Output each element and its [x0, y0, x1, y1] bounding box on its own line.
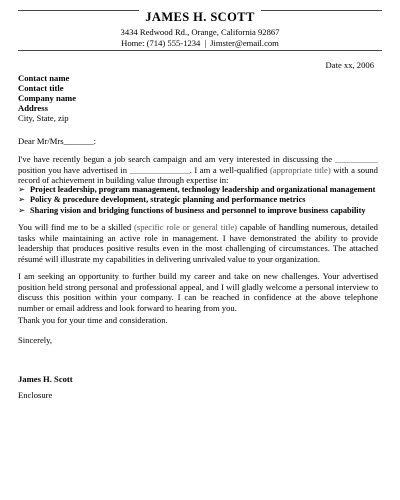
enclosure-note: Enclosure: [18, 390, 53, 400]
recipient-contact-name: Contact name: [18, 73, 70, 83]
paragraph-skills-text-a: You will find me to be a skilled: [18, 222, 134, 232]
paragraph-skills-text-b: capable of handling numerous, detailed tasks while maintaining an active role in management. I have demonstrated the ability to provide leadership that produces positive results even in the most challenging of circumstances. The attached résumé will illustrate my capabilities in delivering unrivaled value to your organization.: [18, 222, 378, 264]
applicant-name: [0, 10, 400, 25]
placeholder-specific-role: (specific role or general title): [133, 222, 238, 232]
paragraph-intro-text-a: I've have recently begun a job search campaign and am very interested in discussing the: [18, 154, 336, 164]
closing: Sincerely,: [18, 335, 53, 345]
recipient-block: [18, 73, 76, 123]
recipient-address: Address: [18, 103, 48, 113]
recipient-contact-title: Contact title: [18, 83, 64, 93]
phone-number: Home: (714) 555-1234: [121, 38, 201, 48]
paragraph-intro-text-c: . I am a well-qualified: [189, 164, 270, 175]
list-item: [18, 206, 382, 216]
arrow-bullet-icon: ➢: [18, 185, 25, 194]
placeholder-appropriate-title: (appropriate title): [269, 164, 331, 175]
recipient-company-name: Company name: [18, 93, 77, 103]
salutation: Dear Mr/Mrs_______:: [18, 136, 97, 146]
letter-date: Date xx, 2006: [325, 60, 374, 70]
header-bottom-rule: [18, 50, 382, 51]
list-item: [18, 195, 382, 205]
blank-source: ______________: [129, 164, 190, 175]
paragraph-skills: [18, 222, 378, 264]
contact-line: [0, 38, 400, 48]
recipient-city-state-zip: City, State, zip: [18, 113, 69, 123]
contact-separator: |: [204, 38, 207, 48]
email-address: Jimster@email.com: [210, 38, 279, 48]
list-item: [18, 185, 382, 195]
paragraph-opportunity: I am seeking an opportunity to further build my career and take on new challenges. Your advertised position held strong personal and professional appeal, and I will gladly welcome a personal interview to discuss this position within your company. I can be reached in confidence at the above telephone number or email address and look forward to hearing from you.: [18, 271, 378, 313]
paragraph-intro-text-b: position you have advertised in: [18, 164, 130, 175]
paragraph-intro: [18, 154, 378, 186]
paragraph-thanks: Thank you for your time and consideration.: [18, 315, 168, 325]
blank-position: __________: [335, 154, 378, 164]
expertise-item-text: Project leadership, program management, technology leadership and organizational management: [30, 185, 376, 194]
paragraph-intro-text-d: with a sound record of achievement in building value through expertise in:: [18, 164, 378, 186]
address-line: 3434 Redwood Rd., Orange, California 92867: [120, 27, 280, 37]
signer-name: James H. Scott: [18, 374, 73, 384]
expertise-item-text: Policy & procedure development, strategic planning and performance metrics: [30, 195, 306, 205]
arrow-bullet-icon: ➢: [18, 205, 25, 215]
applicant-name-text: JAMES H. SCOTT: [139, 10, 260, 24]
expertise-item-text: Sharing vision and bridging functions of business and personnel to improve business capability: [30, 205, 366, 215]
arrow-bullet-icon: ➢: [18, 195, 25, 205]
expertise-list: [18, 185, 382, 216]
